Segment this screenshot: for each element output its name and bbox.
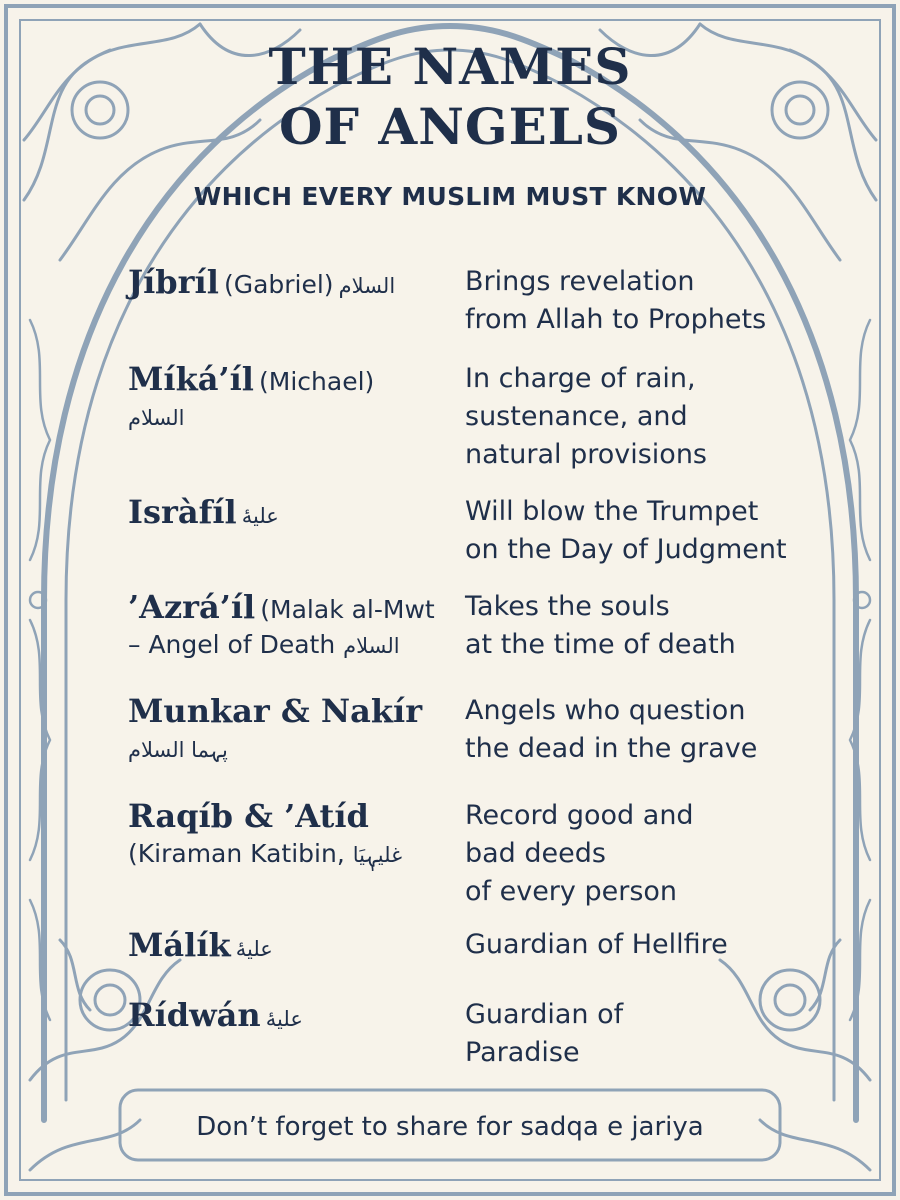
angel-name: Raqíb & ’Atíd xyxy=(128,797,369,835)
angel-name-subtitle: (Kiraman Katibin, xyxy=(128,839,345,868)
angel-name: Jíbríl xyxy=(128,263,219,301)
arabic-honorific: عليهٔ xyxy=(241,504,279,528)
angel-description xyxy=(465,797,825,911)
angel-description xyxy=(465,926,825,964)
angel-description xyxy=(465,996,825,1072)
angel-name-block xyxy=(128,996,468,1034)
description-line: Record good and xyxy=(465,800,694,831)
description-line: Guardian of xyxy=(465,999,624,1030)
subtitle: WHICH EVERY MUSLIM MUST KNOW xyxy=(193,182,707,211)
description-line: on the Day of Judgment xyxy=(465,534,787,565)
angel-name-block xyxy=(128,588,468,665)
angel-name: Míká’íl xyxy=(128,360,254,398)
arabic-honorific: السلام xyxy=(338,274,396,298)
angel-name-block xyxy=(128,926,468,964)
angel-name-extra: (Malak al-Mwt xyxy=(260,595,435,624)
angel-name-line2 xyxy=(128,398,468,437)
angel-name-block xyxy=(128,692,468,769)
angel-name-block xyxy=(128,360,468,437)
angel-name-block xyxy=(128,493,468,531)
description-line: at the time of death xyxy=(465,629,736,660)
angel-name-extra: (Gabriel) xyxy=(223,270,334,299)
arabic-honorific: عليهٔ xyxy=(235,937,273,961)
description-line: Will blow the Trumpet xyxy=(465,496,759,527)
angel-description xyxy=(465,692,825,768)
description-line: Takes the souls xyxy=(465,591,670,622)
angel-name: ’Azrá’íl xyxy=(128,588,256,626)
angel-description xyxy=(465,493,825,569)
description-line: from Allah to Prophets xyxy=(465,304,767,335)
title-line-1: THE NAMES xyxy=(268,37,632,96)
angel-name-extra: (Michael) xyxy=(259,367,375,396)
angel-name-line2 xyxy=(128,626,468,665)
description-line: the dead in the grave xyxy=(465,733,758,764)
title-line-2: OF ANGELS xyxy=(278,97,622,156)
footer-share-note: Don’t forget to share for sadqa e jariya xyxy=(196,1112,704,1142)
arabic-honorific: غلیہٖیَا xyxy=(352,843,403,867)
angel-name-block xyxy=(128,263,468,301)
angel-name: Rídwán xyxy=(128,996,261,1034)
description-line: Angels who question xyxy=(465,695,746,726)
angel-name-line2 xyxy=(128,835,468,874)
angel-description xyxy=(465,588,825,664)
description-line: bad deeds xyxy=(465,838,606,869)
description-line: Brings revelation xyxy=(465,266,695,297)
angel-description xyxy=(465,263,825,339)
angel-name-block xyxy=(128,797,468,874)
description-line: In charge of rain, xyxy=(465,363,696,394)
arabic-honorific: عليهٔ xyxy=(265,1007,303,1031)
description-line: of every person xyxy=(465,876,678,907)
angel-name: Munkar & Nakír xyxy=(128,692,423,730)
description-line: natural provisions xyxy=(465,439,707,470)
arabic-honorific: السلام xyxy=(343,634,400,658)
angel-name-line2 xyxy=(128,730,468,769)
arabic-honorific: پہما السلام xyxy=(128,738,228,762)
angel-name: Málík xyxy=(128,926,231,964)
angel-name: Isràfíl xyxy=(128,493,237,531)
arabic-honorific: السلام xyxy=(128,406,185,430)
description-line: Guardian of Hellfire xyxy=(465,929,728,960)
description-line: sustenance, and xyxy=(465,401,688,432)
angel-description xyxy=(465,360,825,474)
description-line: Paradise xyxy=(465,1037,580,1068)
angel-name-subtitle: – Angel of Death xyxy=(128,630,336,659)
